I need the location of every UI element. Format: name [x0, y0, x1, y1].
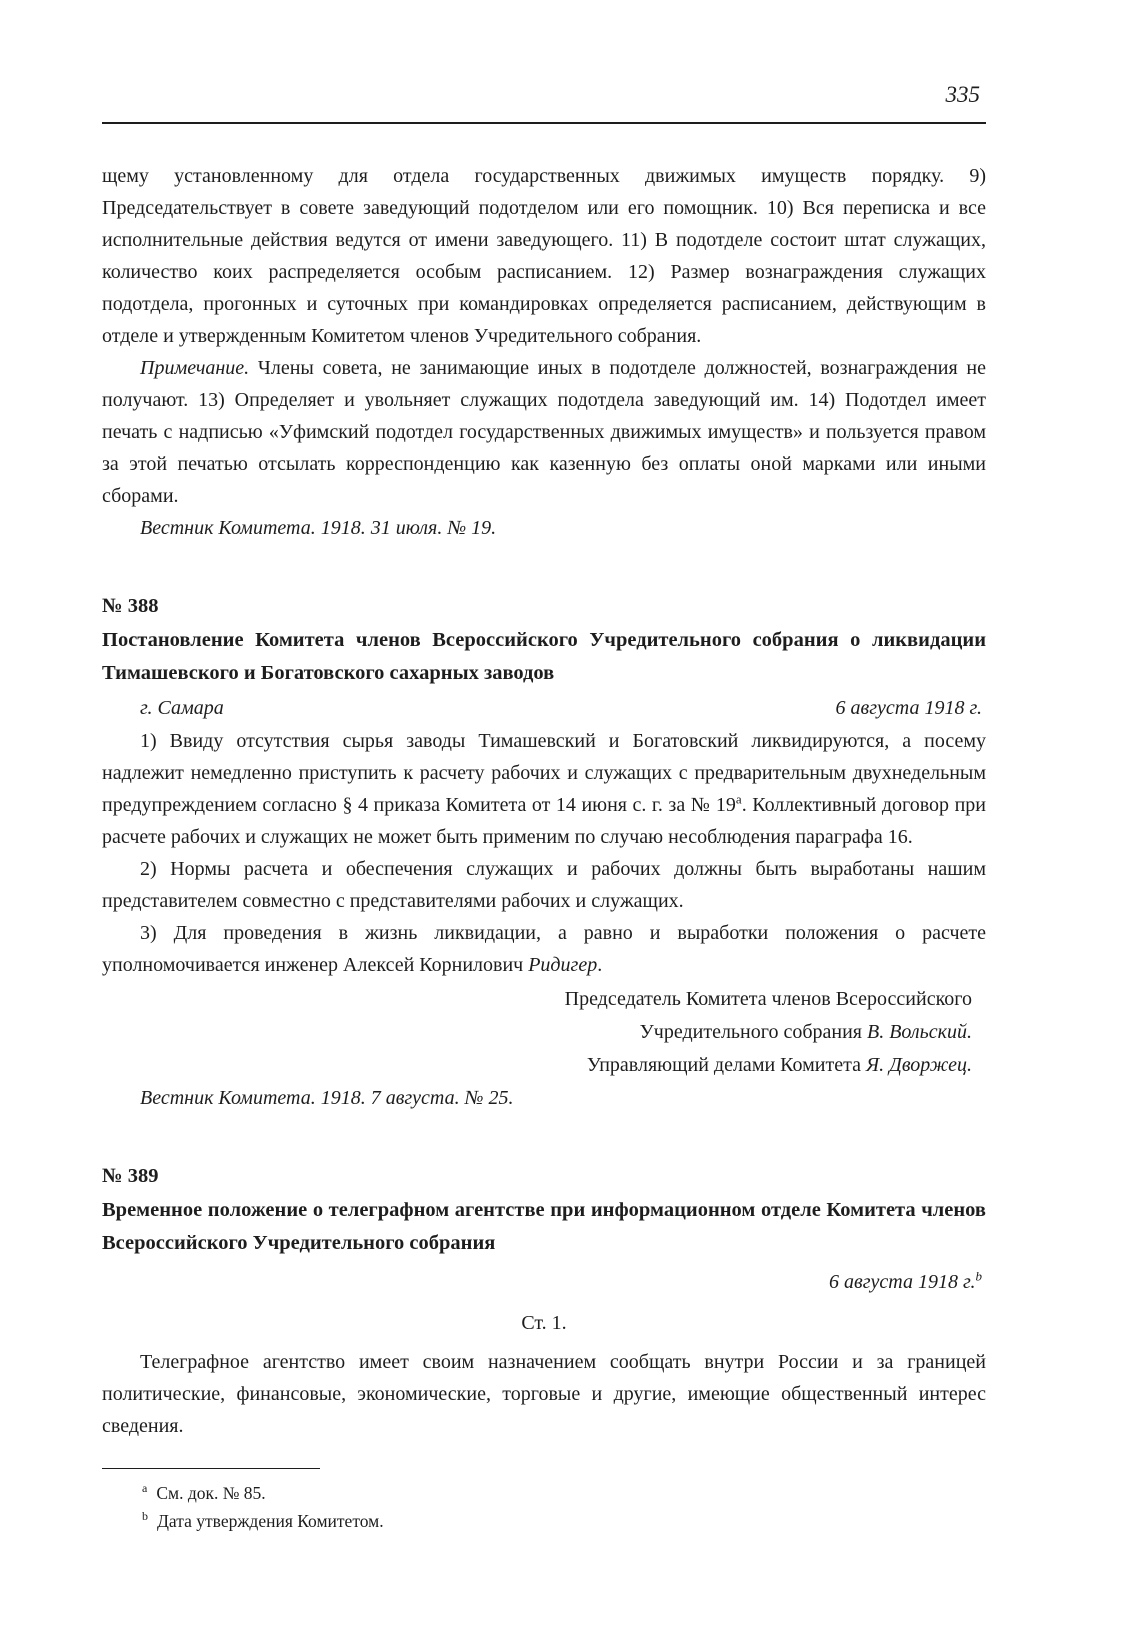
- item-3-paragraph: [102, 917, 986, 981]
- note-text: Члены совета, не занимающие иных в подотделе должностей, вознаграждения не получают. 13) Определяет и увольняет служащих подотдела заведующий им. 14) Подотдел имеет печать с надписью «Уфимский подотдел государственных движимых имуществ» и пользуется правом за этой печатью отсылать корреспонденцию как казенную без оплаты оной марками или иными сборами.: [102, 357, 986, 507]
- doc-continuation: [102, 160, 986, 544]
- doc-388: [102, 590, 986, 1114]
- doc-number: № 389: [102, 1165, 159, 1187]
- footnote-rule: [102, 1468, 320, 1469]
- footnote-ref-a: a: [735, 791, 742, 807]
- header-rule: [102, 122, 986, 124]
- signature-line: [102, 1016, 972, 1049]
- doc-title: Временное положение о телеграфном агентстве при информационном отделе Комитета членов Всероссийского Учредительного собрания: [102, 1199, 986, 1254]
- source-citation: Вестник Комитета. 1918. 7 августа. № 25.: [140, 1087, 514, 1109]
- body-paragraph: щему установленному для отдела государственных движимых имуществ порядку. 9) Председательствует в совете заведующий подотделом или его помощник. 10) Вся переписка и все исполнительные действия ведутся от имени заведующего. 11) В подотделе состоит штат служащих, количество коих распределяется особым расписанием. 12) Размер вознаграждения служащих подотдела, прогонных и суточных при командировках определяется расписанием, действующим в отделе и утвержденным Комитетом членов Учредительного собрания.: [102, 165, 986, 347]
- item-1-paragraph: [102, 725, 986, 853]
- date: 6 августа 1918 г.: [835, 697, 982, 719]
- doc-number: № 388: [102, 595, 159, 617]
- footnote-ref-b: b: [975, 1268, 982, 1284]
- page-number: 335: [945, 82, 980, 107]
- item-3-text-end: .: [597, 954, 603, 976]
- signatory-name: В. Вольский.: [867, 1021, 972, 1043]
- footnote-b: [102, 1507, 986, 1535]
- article-heading: Ст. 1.: [521, 1312, 567, 1334]
- signature-block: [102, 983, 986, 1082]
- footnote-a: [102, 1479, 986, 1507]
- source-citation: Вестник Комитета. 1918. 31 июля. № 19.: [140, 517, 497, 539]
- body-paragraph: Телеграфное агентство имеет своим назначением сообщать внутри России и за границей политические, финансовые, экономические, торговые и другие, имеющие общественный интерес сведения.: [102, 1351, 986, 1437]
- signature-title: Учредительного собрания: [639, 1021, 867, 1043]
- person-name: Ридигер: [528, 954, 598, 976]
- footnote-marker: a: [142, 1481, 148, 1496]
- item-2-paragraph: 2) Нормы расчета и обеспечения служащих и рабочих должны быть выработаны нашим представителем совместно с представителями рабочих и служащих.: [102, 858, 986, 912]
- page-header: [102, 82, 986, 124]
- doc-title: Постановление Комитета членов Всероссийского Учредительного собрания о ликвидации Тимашевского и Богатовского сахарных заводов: [102, 629, 986, 684]
- footnote-marker: b: [142, 1509, 148, 1524]
- signature-line: Председатель Комитета членов Всероссийского: [564, 988, 972, 1010]
- note-label: Примечание.: [140, 357, 250, 379]
- footnote-text: Дата утверждения Комитетом.: [157, 1511, 384, 1531]
- footnotes: [102, 1468, 986, 1535]
- dateline: [102, 1266, 986, 1299]
- item-1-text-cont: . Коллективный договор при расчете рабочих и служащих не может быть применим по случаю несоблюдения параграфа 16.: [102, 794, 986, 848]
- signature-line: [102, 1049, 972, 1082]
- doc-389: [102, 1160, 986, 1442]
- footnote-text: См. док. № 85.: [156, 1483, 266, 1503]
- item-3-text: 3) Для проведения в жизнь ликвидации, а равно и выработки положения о расчете уполномочивается инженер Алексей Корнилович: [102, 922, 986, 976]
- dateline: [102, 692, 986, 725]
- place: г. Самара: [140, 697, 224, 719]
- signature-title: Управляющий делами Комитета: [586, 1054, 866, 1076]
- signatory-name: Я. Дворжец.: [865, 1054, 972, 1076]
- item-1-text: 1) Ввиду отсутствия сырья заводы Тимашевский и Богатовский ликвидируются, а посему надлежит немедленно приступить к расчету рабочих и служащих с предварительным двухнедельным предупреждением согласно § 4 приказа Комитета от 14 июня с. г. за № 19: [102, 730, 986, 816]
- date: 6 августа 1918 г.: [829, 1271, 976, 1293]
- note-paragraph: [102, 352, 986, 512]
